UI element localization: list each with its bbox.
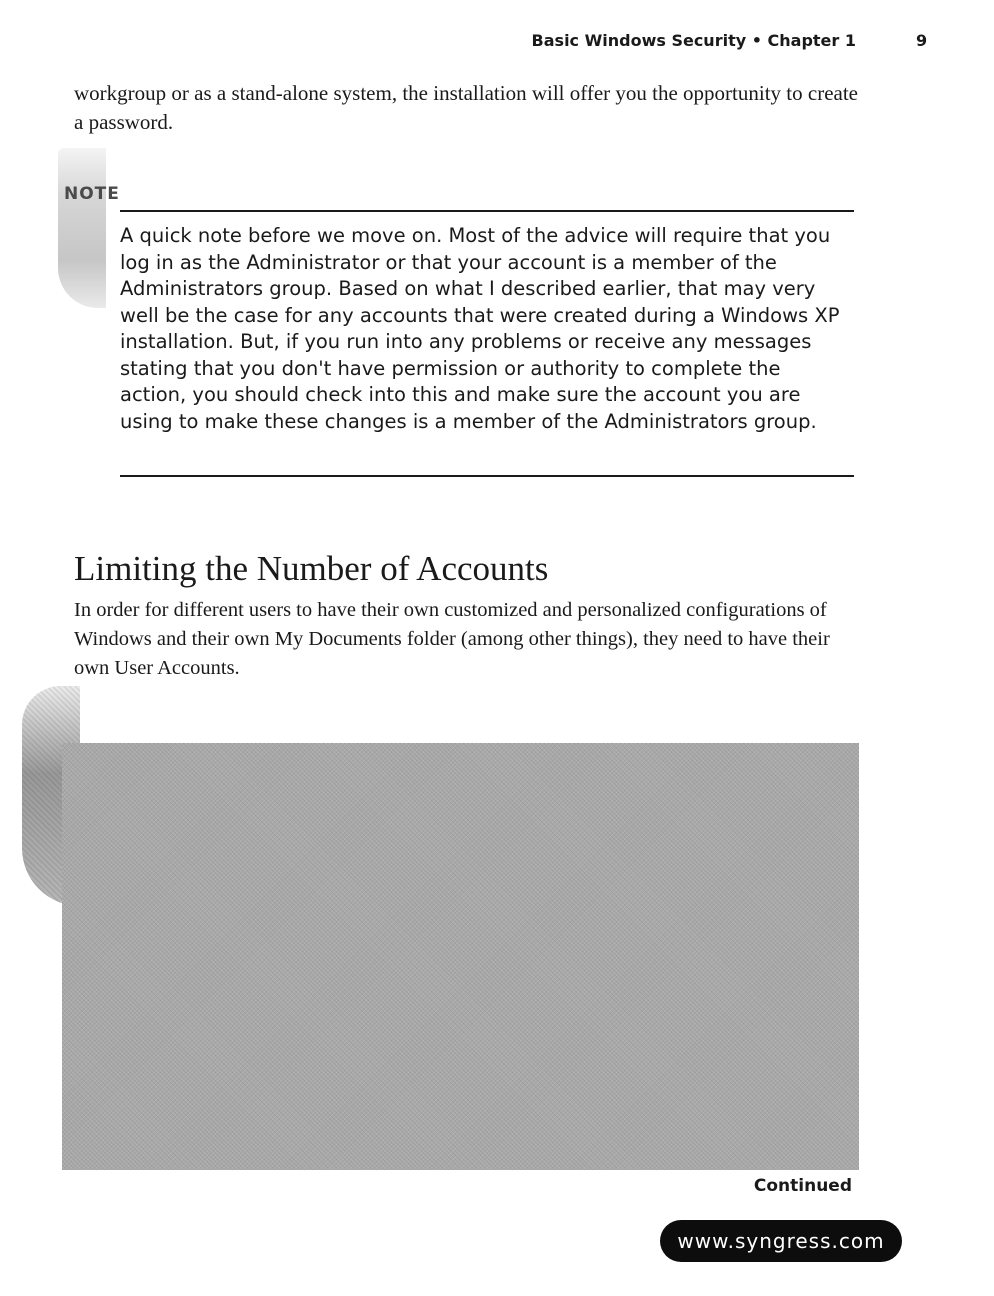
- note-tab-icon: [58, 148, 106, 308]
- note-text: A quick note before we move on. Most of the advice will require that you log in as the Administrator or that your account is a member of the Administrators group. Based on what I described earlier, that may very well be the case for any accounts that were created during a Windows XP installation. But, if you run into any problems or receive any messages stating that you don't have permission or authority to complete the action, you should check into this and make sure the account you are using to make these changes is a member of the Administrators group.: [120, 224, 840, 433]
- publisher-url: www.syngress.com: [677, 1229, 885, 1253]
- running-header: [0, 31, 994, 55]
- continued-label: Continued: [753, 1176, 852, 1196]
- sidebar-box: [62, 743, 859, 1170]
- note-top-rule: [120, 210, 854, 212]
- running-title: Basic Windows Security • Chapter 1: [531, 31, 856, 50]
- note-box: [58, 148, 858, 493]
- note-label: NOTE: [64, 184, 120, 204]
- section-body-paragraph: In order for different users to have their own customized and personalized configurations of Windows and their own My Documents folder (among other things), they need to have their own User Accounts.: [74, 599, 830, 679]
- publisher-url-badge: [660, 1220, 902, 1262]
- section-heading: Limiting the Number of Accounts: [74, 549, 549, 588]
- page-number: 9: [916, 31, 928, 50]
- body-paragraph-top: workgroup or as a stand-alone system, the installation will offer you the opportunity to create a password.: [74, 81, 859, 134]
- note-bottom-rule: [120, 475, 854, 477]
